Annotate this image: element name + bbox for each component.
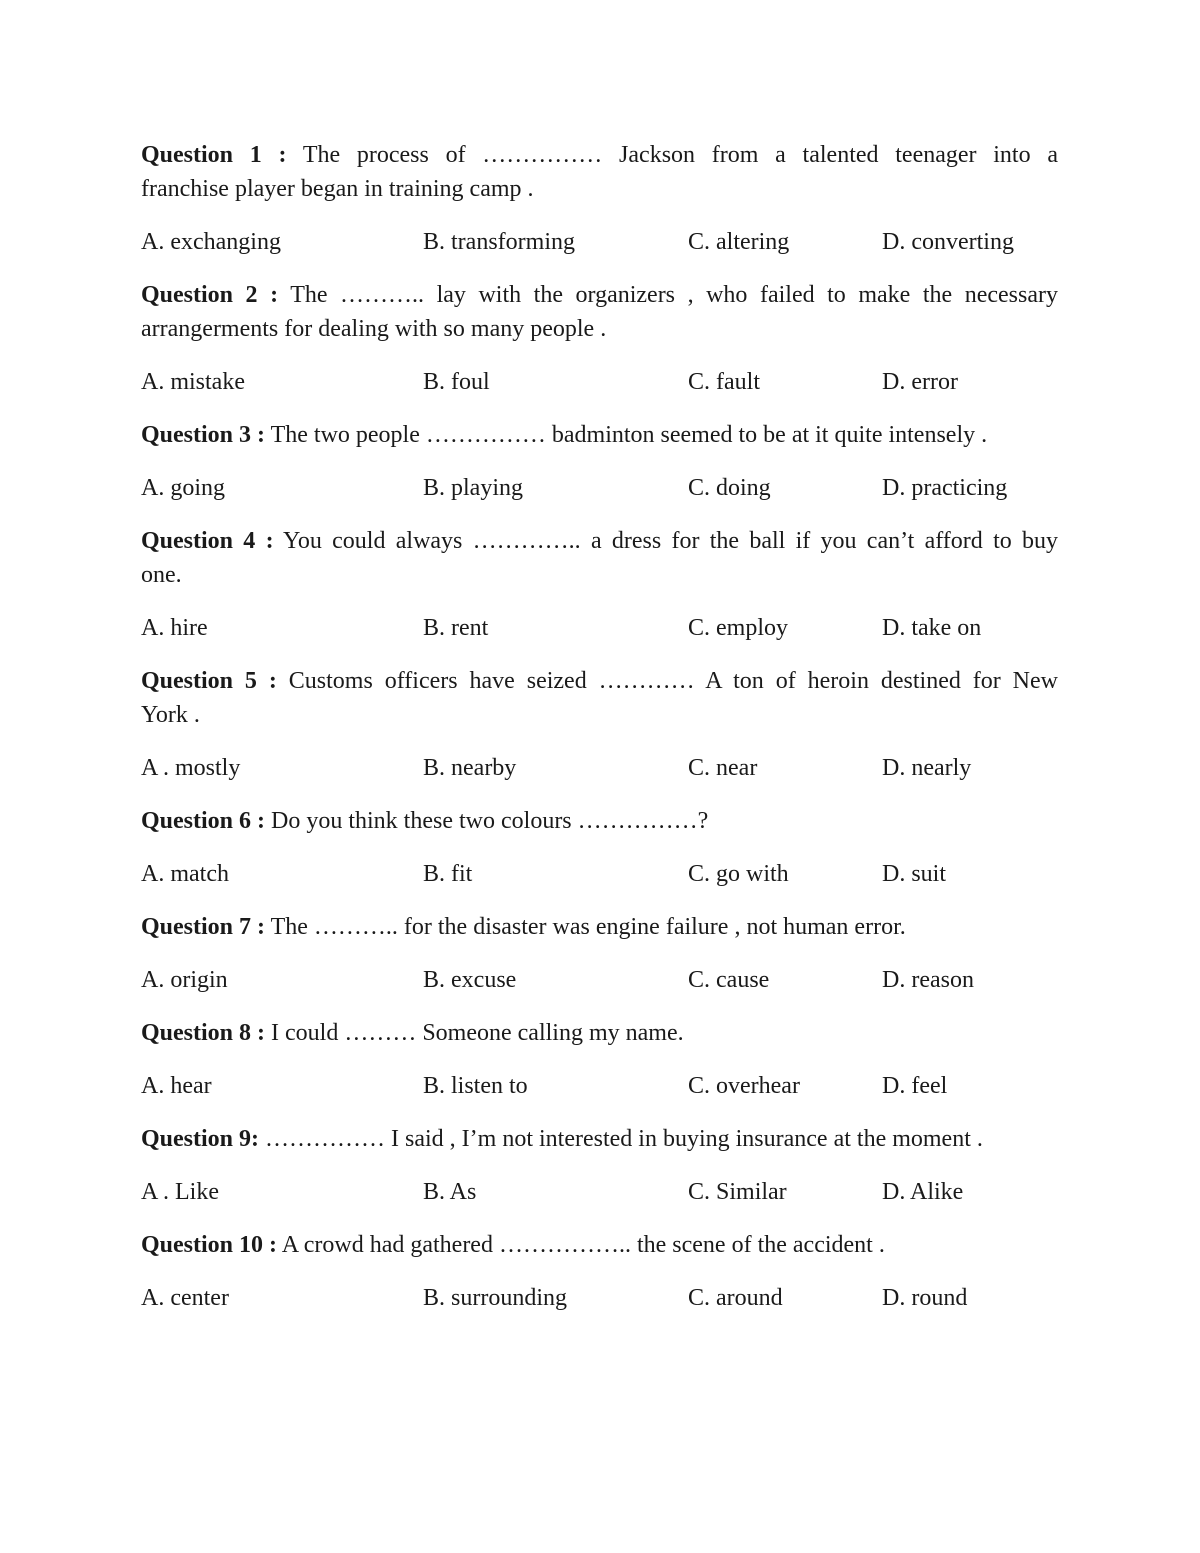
option-a: A. center <box>141 1285 229 1311</box>
options-row-9 <box>141 1175 1058 1209</box>
question-1 <box>141 138 1058 206</box>
option-c: C. around <box>688 1285 783 1311</box>
options-row-2 <box>141 365 1058 399</box>
question-stem-line-1 <box>141 664 1058 698</box>
question-label: Question 1 : <box>141 142 287 168</box>
question-label: Question 8 : <box>141 1020 266 1046</box>
option-d: D. converting <box>882 229 1014 255</box>
question-label: Question 7 : <box>141 914 266 940</box>
option-a: A . mostly <box>141 755 241 781</box>
option-a: A. match <box>141 861 229 887</box>
option-c: C. fault <box>688 369 760 395</box>
question-label: Question 4 : <box>141 528 274 554</box>
option-d: D. take on <box>882 615 982 641</box>
option-b: B. listen to <box>423 1073 528 1099</box>
question-stem-line-1 <box>141 1228 1058 1262</box>
option-a: A. hear <box>141 1073 212 1099</box>
question-stem-line-1 <box>141 1016 1058 1050</box>
question-stem-line-1 <box>141 418 1058 452</box>
option-a: A. origin <box>141 967 228 993</box>
option-b: B. playing <box>423 475 523 501</box>
option-a: A. going <box>141 475 225 501</box>
question-text: Do you think these two colours ……………? <box>271 808 709 834</box>
question-text: I could ……… Someone calling my name. <box>271 1020 684 1046</box>
option-b: B. surrounding <box>423 1285 567 1311</box>
question-label: Question 2 : <box>141 282 279 308</box>
question-2 <box>141 278 1058 346</box>
question-text: Customs officers have seized ………… A ton of heroin destined for New <box>288 668 1058 694</box>
question-text: The ……….. for the disaster was engine failure , not human error. <box>270 914 906 940</box>
option-a: A . Like <box>141 1179 219 1205</box>
option-a: A. hire <box>141 615 208 641</box>
option-b: B. foul <box>423 369 490 395</box>
option-b: B. fit <box>423 861 473 887</box>
option-d: D. error <box>882 369 958 395</box>
option-a: A. exchanging <box>141 229 281 255</box>
question-stem-line-2: franchise player began in training camp . <box>141 176 534 202</box>
options-row-6 <box>141 857 1058 891</box>
options-row-5 <box>141 751 1058 785</box>
question-text: The process of …………… Jackson from a talented teenager into a <box>302 142 1058 168</box>
question-label: Question 3 : <box>141 422 266 448</box>
option-d: D. practicing <box>882 475 1008 501</box>
option-c: C. Similar <box>688 1179 787 1205</box>
question-8 <box>141 1016 1058 1050</box>
option-c: C. employ <box>688 615 788 641</box>
question-text: The ……….. lay with the organizers , who failed to make the necessary <box>290 282 1058 308</box>
option-d: D. feel <box>882 1073 948 1099</box>
options-row-7 <box>141 963 1058 997</box>
question-text: You could always ………….. a dress for the ball if you can’t afford to buy <box>282 528 1059 554</box>
question-10 <box>141 1228 1058 1262</box>
options-row-10 <box>141 1281 1058 1315</box>
option-a: A. mistake <box>141 369 245 395</box>
option-c: C. altering <box>688 229 790 255</box>
option-b: B. excuse <box>423 967 517 993</box>
option-d: D. reason <box>882 967 974 993</box>
question-label: Question 10 : <box>141 1232 278 1258</box>
option-d: D. nearly <box>882 755 972 781</box>
options-row-3 <box>141 471 1058 505</box>
option-d: D. round <box>882 1285 968 1311</box>
question-label: Question 6 : <box>141 808 266 834</box>
question-3 <box>141 418 1058 452</box>
question-text: The two people …………… badminton seemed to be at it quite intensely . <box>270 422 988 448</box>
question-stem-line-1 <box>141 804 1058 838</box>
option-c: C. overhear <box>688 1073 800 1099</box>
question-stem-line-2: one. <box>141 562 182 588</box>
option-d: D. Alike <box>882 1179 964 1205</box>
options-row-4 <box>141 611 1058 645</box>
options-row-8 <box>141 1069 1058 1103</box>
worksheet-page <box>141 138 1058 1334</box>
option-b: B. transforming <box>423 229 575 255</box>
options-row-1 <box>141 225 1058 259</box>
question-stem-line-1 <box>141 138 1058 172</box>
question-text: A crowd had gathered …………….. the scene of the accident . <box>281 1232 885 1258</box>
question-stem-line-2: arrangerments for dealing with so many people . <box>141 316 607 342</box>
question-5 <box>141 664 1058 732</box>
question-label: Question 9: <box>141 1126 260 1152</box>
option-c: C. near <box>688 755 758 781</box>
option-b: B. nearby <box>423 755 517 781</box>
option-b: B. As <box>423 1179 477 1205</box>
option-c: C. doing <box>688 475 771 501</box>
option-c: C. go with <box>688 861 789 887</box>
question-4 <box>141 524 1058 592</box>
question-stem-line-2: York . <box>141 702 200 728</box>
question-stem-line-1 <box>141 524 1058 558</box>
question-9 <box>141 1122 1058 1156</box>
option-c: C. cause <box>688 967 770 993</box>
question-stem-line-1 <box>141 278 1058 312</box>
question-label: Question 5 : <box>141 668 277 694</box>
question-text: …………… I said , I’m not interested in buying insurance at the moment . <box>265 1126 983 1152</box>
question-7 <box>141 910 1058 944</box>
question-stem-line-1 <box>141 910 1058 944</box>
question-6 <box>141 804 1058 838</box>
option-b: B. rent <box>423 615 489 641</box>
question-stem-line-1 <box>141 1122 1058 1156</box>
option-d: D. suit <box>882 861 947 887</box>
